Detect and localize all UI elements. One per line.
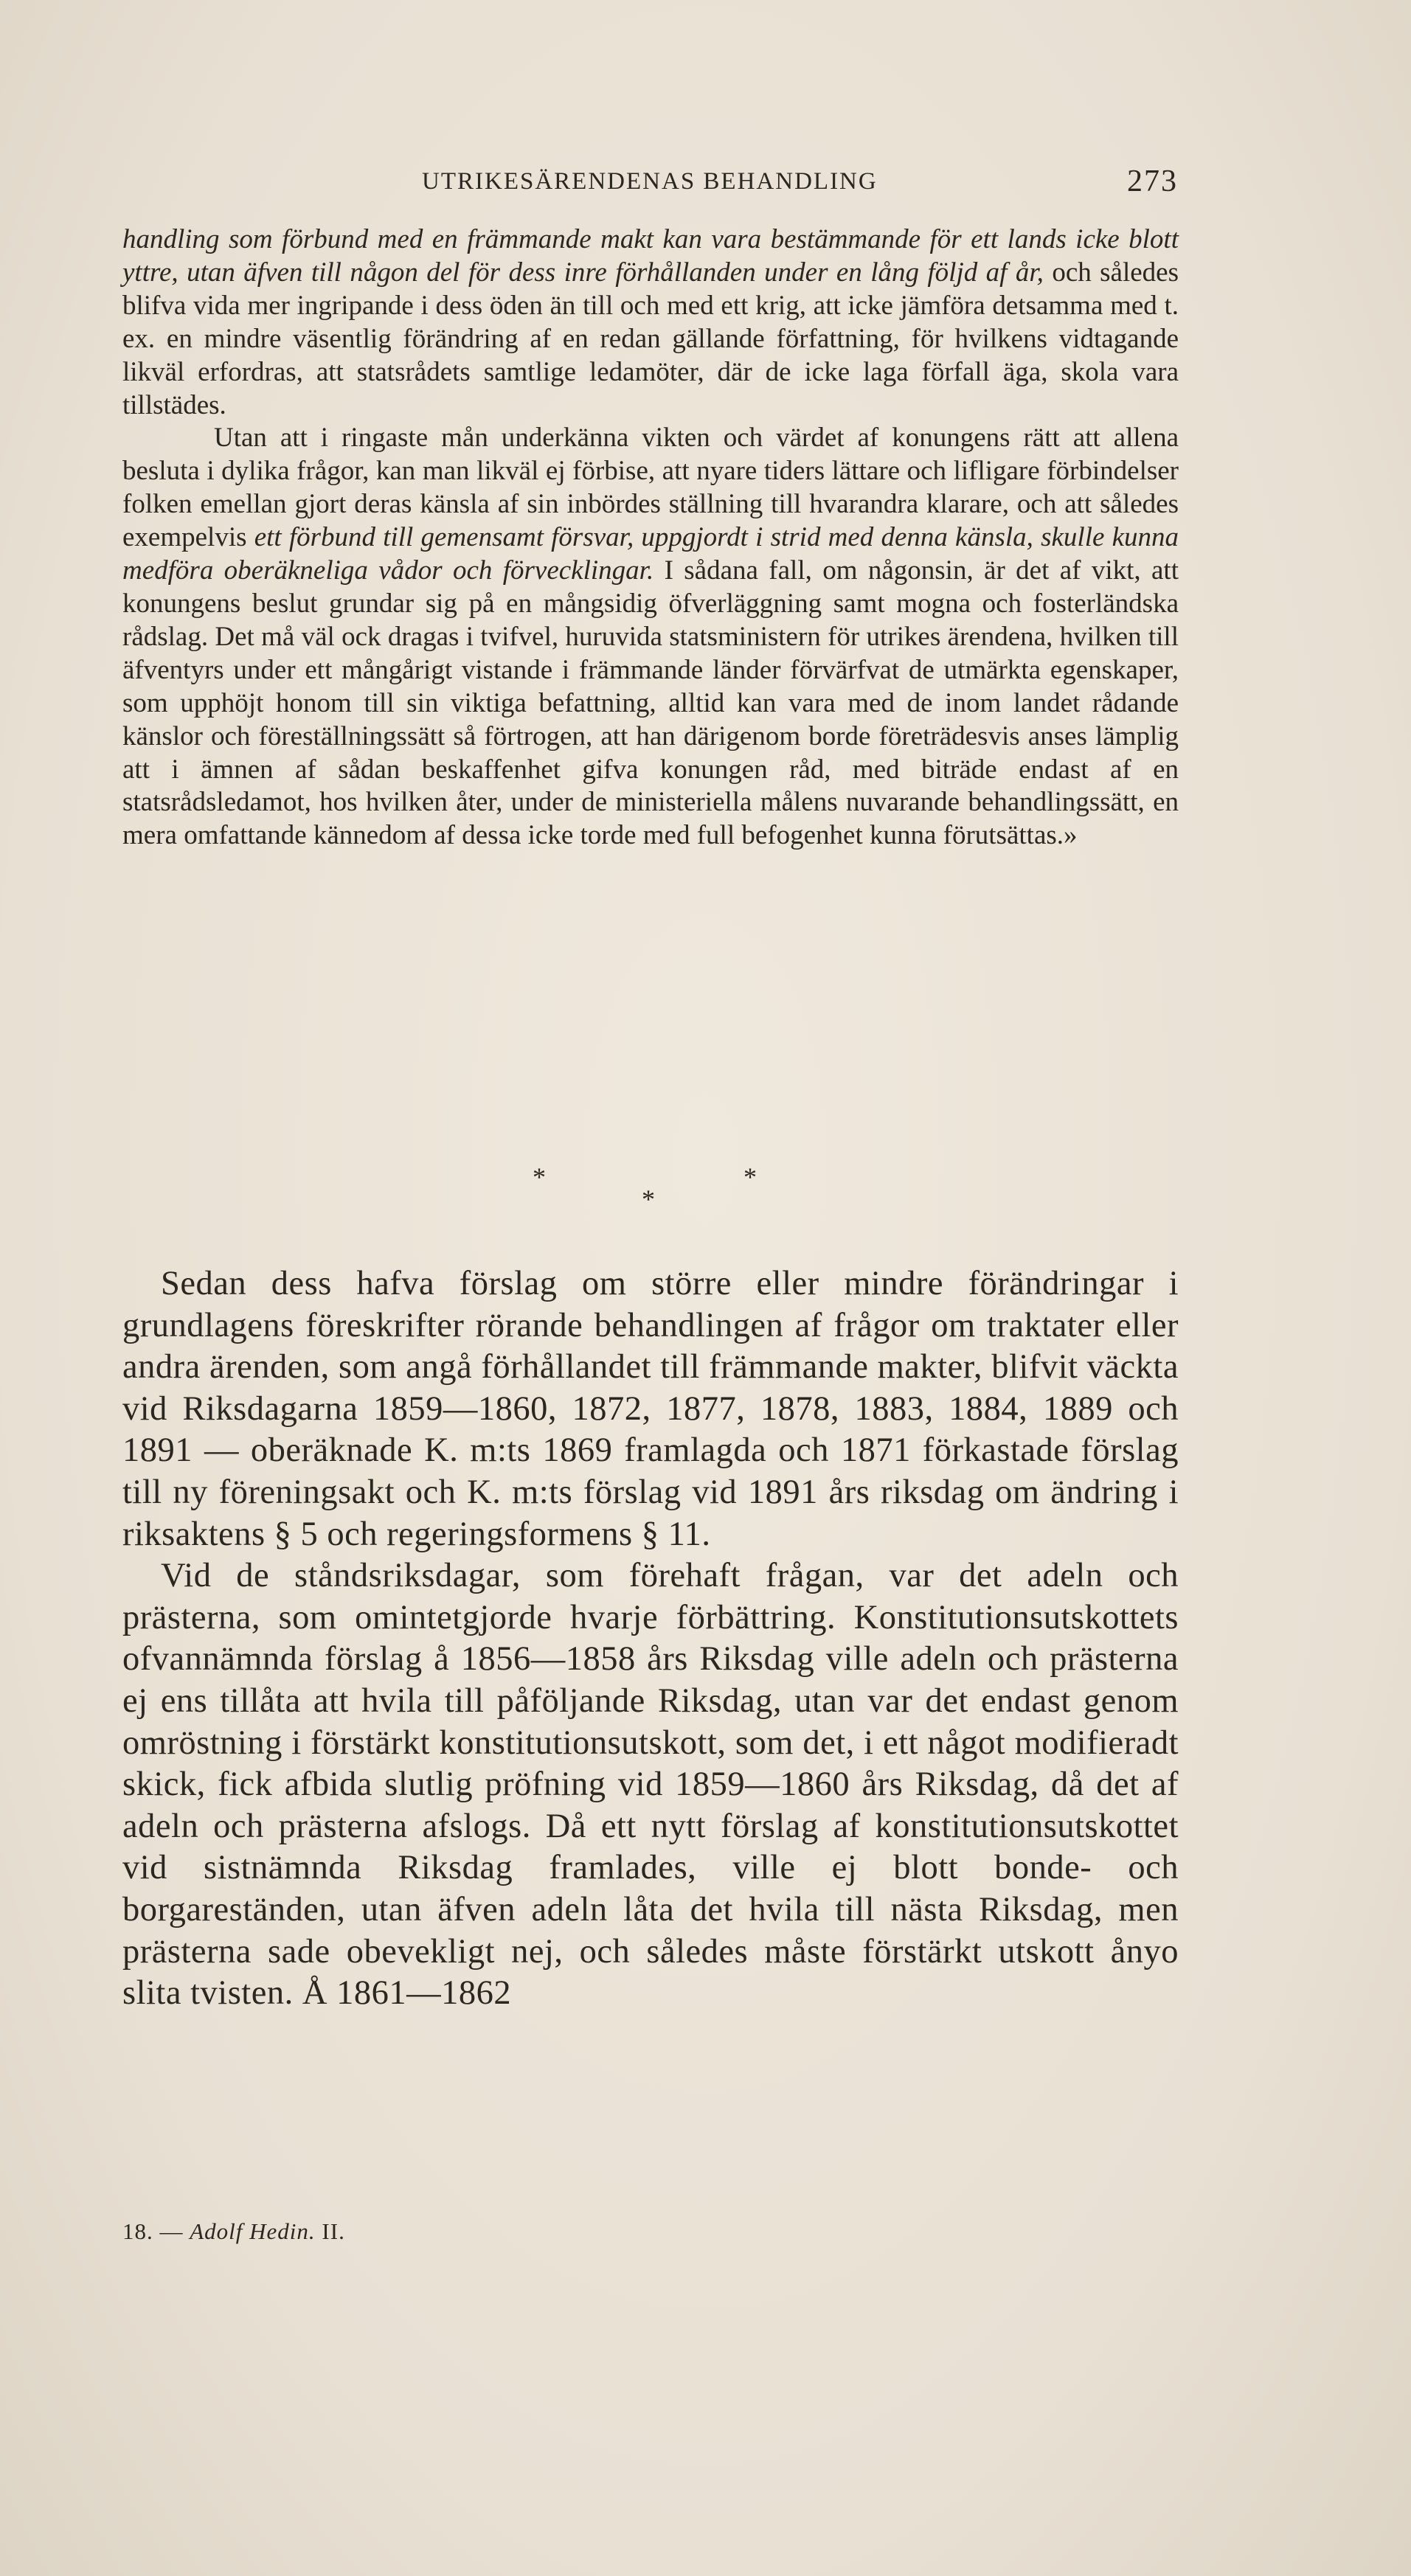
body-paragraph: Vid de ståndsriksdagar, som förehaft frågan, var det adeln och prästerna, som omintetgjorde hvarje förbättring. Konstitutionsutskottets ofvannämnda förslag å 1856—1858 års Riksdag ville adeln och prästerna ej ens tillåta att hvila till påföljande Riksdag, utan var det endast genom omröstning i förstärkt konstitutionsutskott, som det, i ett något modifieradt skick, fick afbida slutlig pröfning vid 1859—1860 års Riksdag, då det af adeln och prästerna afslogs. Då ett nytt förslag af konstitutionsutskottet vid sistnämnda Riksdag framlades, ville ej blott bonde- och borgareständen, utan äfven adeln låta det hvila till nästa Riksdag, men prästerna sade obevekligt nej, och således måste förstärkt utskott ånyo slita tvisten. Å 1861—1862: [122, 1557, 1179, 2013]
body-paragraph: Sedan dess hafva förslag om större eller mindre förändringar i grundlagens föreskrifter rörande behandlingen af frågor om traktater eller andra ärenden, som angå förhållandet till främmande makter, blifvit väckta vid Riksdagarna 1859—1860, 1872, 1877, 1878, 1883, 1884, 1889 och 1891 — oberäknade K. m:ts 1869 framlagda och 1871 förkastade förslag till ny föreningsakt och K. m:ts förslag vid 1891 års riksdag om ändring i riksaktens § 5 och regeringsformens § 11.: [122, 1265, 1179, 1553]
signature-mark: 18. —: [122, 2218, 184, 2244]
quote-text: och således blifva vida mer ingripande i dess öden än till och med ett krig, att icke jämföra detsamma med t. ex. en mindre väsentlig förändring af en redan gällande författning, för hvilkens vidtagande likväl erfordras, att statsrådets samtlige ledamöter, där de icke laga förfall äga, skola vara tillstädes.: [122, 257, 1179, 420]
volume-number: II.: [322, 2218, 345, 2244]
separator-star: *: [533, 1162, 546, 1192]
quoted-passage: [122, 223, 1179, 853]
quote-text: I sådana fall, om någonsin, är det af vikt, att konungens beslut grundar sig på en mångsidig öfverläggning samt mogna och fosterländska rådslag. Det må väl ock dragas i tvifvel, huruvida statsministern för utrikes ärendena, hvilken till äfventyrs under ett mångårigt vistande i främmande länder förvärfvat de utmärkta egenskaper, som upphöjt honom till sin viktiga befattning, alltid kan vara med de inom landet rådande känslor och föreställningssätt så förtrogen, att han därigenom borde företrädesvis anses lämplig att i ämnen af sådan beskaffenhet gifva konungen råd, med biträde endast af en statsrådsledamot, hos hvilken åter, under de ministeriella målens nuvarande behandlingssätt, en mera omfattande kännedom af dessa icke torde med full befogenhet kunna förutsättas.»: [122, 555, 1179, 851]
quote-paragraph: [122, 223, 1179, 422]
author-name: Adolf Hedin.: [190, 2218, 316, 2244]
signature-line: [122, 2218, 345, 2245]
separator-star: *: [642, 1184, 655, 1214]
quote-paragraph: [122, 422, 1179, 853]
quote-italic-text: handling som förbund med en främmande makt kan vara bestämmande för ett lands icke blott yttre, utan äfven till någon del för dess inre förhållanden under en lång följd af år,: [122, 224, 1179, 288]
quote-italic-text: ett förbund till gemensamt försvar, uppgjordt i strid med denna känsla, skulle kunna medföra oberäkneliga vådor och förvecklingar.: [122, 522, 1179, 586]
running-head: UTRIKESÄRENDENAS BEHANDLING: [422, 168, 878, 195]
page-header: [422, 164, 1178, 201]
separator-star: *: [743, 1162, 757, 1192]
section-separator: [0, 1162, 1411, 1214]
quote-text: Utan att i ringaste mån underkänna vikten och värdet af konungens rätt att allena besluta i dylika frågor, kan man likväl ej förbise, att nyare tiders lättare och lifligare förbindelser folken emellan gjort deras känsla af sin inbördes ställning till hvarandra klarare, och att således exempelvis: [122, 423, 1179, 553]
page-number: 273: [1127, 164, 1178, 198]
main-text: [122, 1263, 1179, 2015]
